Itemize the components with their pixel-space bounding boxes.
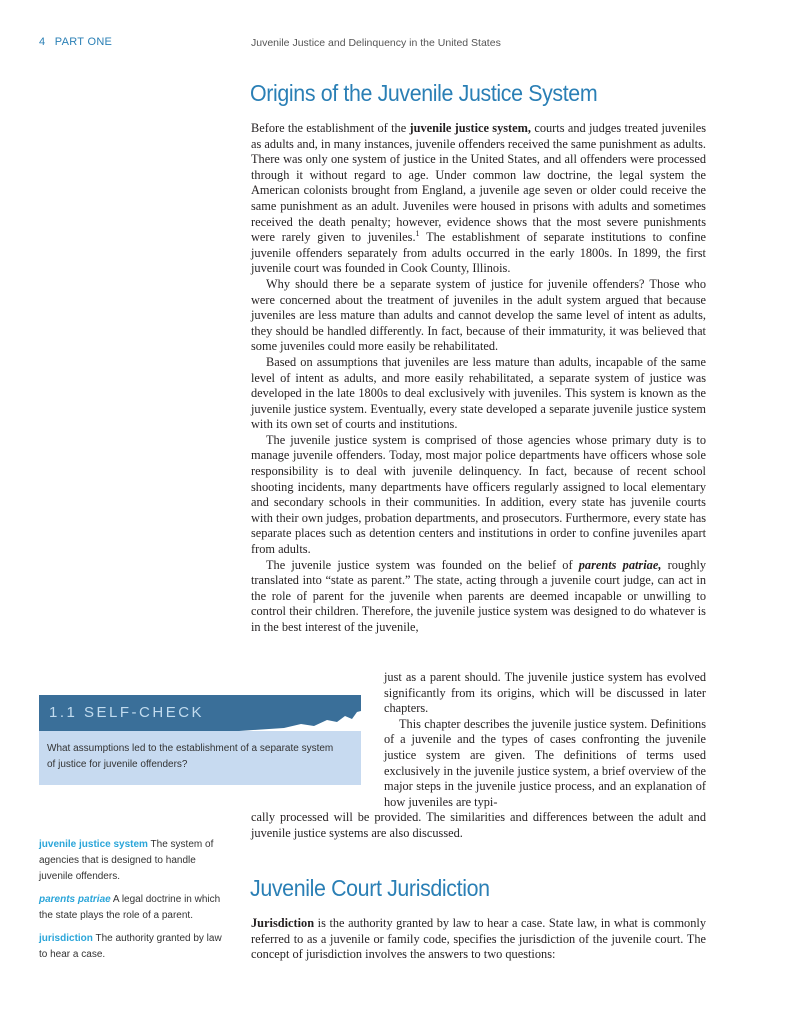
paragraph: The juvenile justice system is comprised of those agencies whose primary duty is to manage juvenile offenders. Today, most major police departments have officers whose sole responsibility is to deal with juvenile delinquency. In fact, because of recent school shooting incidents, many departments have officers regularly assigned to local elementary and secondary schools in their communities. In addition, every state has juvenile courts with their own judges, probation departments, and prosecutors. Furthermore, every state has separate places such as detention centers and institutions in order to confine juveniles apart from adults.	[251, 432, 706, 557]
paragraph: This chapter describes the juvenile justice system. Definitions of a juvenile and the types of cases confronting the juvenile justice system are given. The definitions of terms used exclusively in the juvenile justice system, a brief overview of the major steps in the juvenile justice process, and an explanation of how juveniles are typi-	[384, 716, 706, 809]
glossary-entry	[39, 931, 229, 963]
glossary-entry	[39, 892, 229, 924]
glossary-definition: The authority granted by law to hear a case.	[39, 933, 222, 960]
section-heading-jurisdiction: Juvenile Court Jurisdiction	[250, 875, 490, 901]
self-check-title: 1.1 SELF-CHECK	[49, 704, 205, 721]
self-check-box	[39, 695, 361, 785]
glossary-term: parents patriae	[39, 894, 111, 905]
footnote-marker: 1	[415, 229, 420, 239]
section-origins-body	[251, 121, 706, 636]
glossary-term: juvenile justice system	[39, 839, 148, 850]
paragraph: Based on assumptions that juveniles are less mature than adults, incapable of the same level of intent as adults, and more easily rehabilitated, a separate system of justice was developed in the late 1800s to deal exclusively with juveniles. This system is known as the juvenile justice system. Eventually, every state developed a separate juvenile justice system with its own set of courts and institutions.	[251, 354, 706, 432]
glossary-definition: The system of agencies that is designed to handle juvenile offenders.	[39, 839, 214, 882]
part-label: PART ONE	[54, 36, 113, 48]
wrapped-text-column	[384, 670, 706, 810]
glossary-entry	[39, 837, 229, 885]
self-check-question: What assumptions led to the establishment of a separate system of justice for juvenile offenders?	[47, 743, 334, 770]
paragraph-text: cally processed will be provided. The similarities and differences between the adult and juvenile justice systems are also discussed.	[251, 810, 706, 840]
running-header-title: Juvenile Justice and Delinquency in the United States	[251, 37, 501, 49]
key-term: Jurisdiction	[251, 916, 315, 930]
paragraph: Why should there be a separate system of justice for juvenile offenders? Those who were concerned about the treatment of juveniles in the adult system argued that because juveniles are less mature than adults and cannot develop the same level of intent as adults, they should be handled differently. In fact, because of their immaturity, it was believed that some juveniles could more easily be rehabilitated.	[251, 276, 706, 354]
section-heading-origins: Origins of the Juvenile Justice System	[250, 80, 598, 106]
key-term: juvenile justice system,	[409, 121, 532, 135]
self-check-banner	[39, 695, 361, 731]
page-number: 4	[39, 36, 46, 48]
paragraph: Before the establishment of the juvenile justice system, courts and judges treated juveniles as adults and, in many instances, juvenile offenders received the same punishment as adults. There was only one system of justice in the United States, and all offenders were processed through it without regard to age. Under common law doctrine, the legal system the American colonists brought from England, a juvenile age seven or older could receive the same punishment as an adult. Juveniles were housed in prisons with adults and sometimes received the death penalty; however, evidence shows that the most severe punishments were rarely given to juveniles.$^1$ The establishment of separate institutions to confine juvenile offenders separately from adults occurred in the early 1800s. In 1899, the first juvenile court was founded in Cook County, Illinois.	[251, 121, 707, 276]
paragraph: Jurisdiction is the authority granted by law to hear a case. State law, in what is commonly referred to as a juvenile or family code, specifies the jurisdiction of the juvenile court. The concept of jurisdiction involves the answers to two questions:	[251, 916, 706, 962]
paragraph-continued: just as a parent should. The juvenile justice system has evolved significantly from its origins, which will be discussed in later chapters.	[384, 670, 706, 716]
paragraph: The juvenile justice system was founded on the belief of parents patriae, roughly translated into “state as parent.” The state, acting through a juvenile court judge, can act in the role of parent for the juvenile when parents are deemed incapable or unwilling to control their children. Therefore, the juvenile justice system was designed to do whatever is in the best interest of the juvenile,	[251, 557, 706, 634]
paragraph-continued-wide	[251, 810, 706, 841]
section-jurisdiction-body	[251, 916, 706, 963]
page-header-left	[39, 36, 112, 48]
glossary-definition: A legal doctrine in which the state plays the role of a parent.	[39, 894, 221, 921]
glossary-term: jurisdiction	[39, 933, 93, 944]
key-term: parents patriae,	[578, 557, 662, 572]
